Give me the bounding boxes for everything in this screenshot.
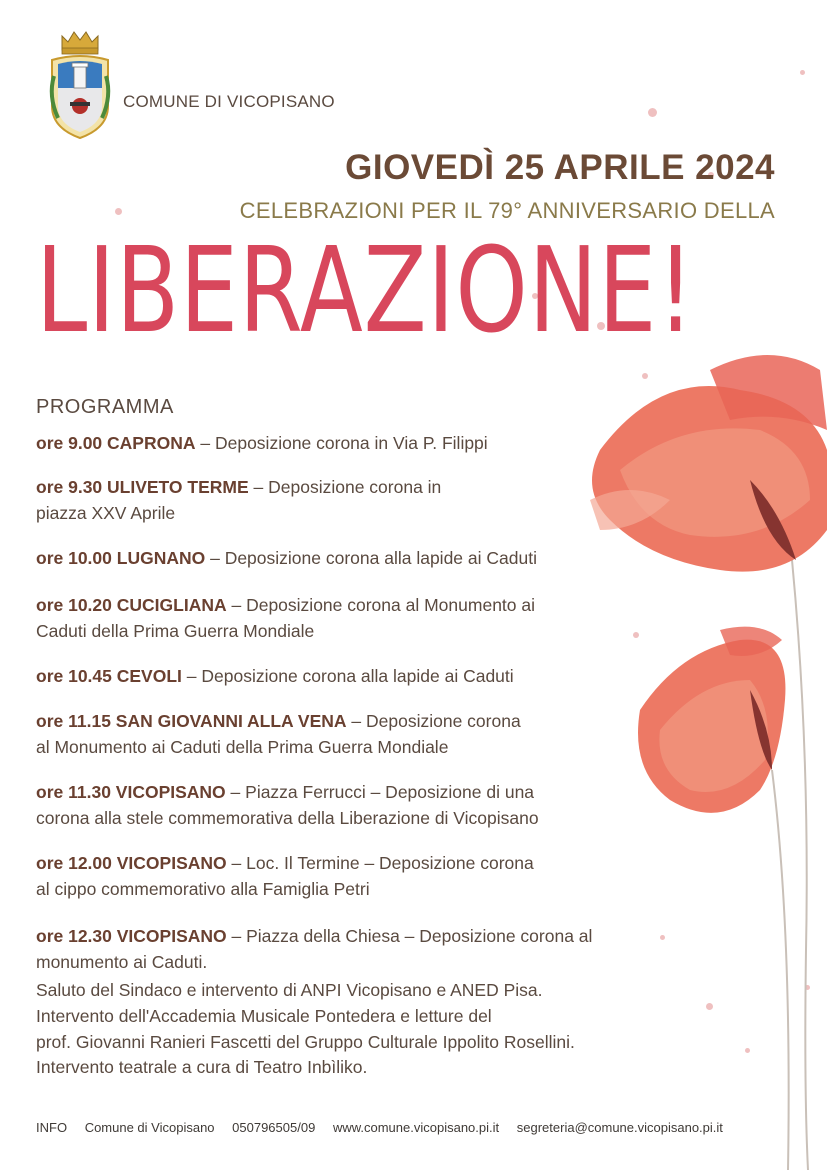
programme-item <box>36 923 592 975</box>
programme-item <box>36 663 514 689</box>
item-text: al cippo commemorativo alla Famiglia Petri <box>36 879 370 899</box>
note-line: prof. Giovanni Ranieri Fascetti del Gruppo Culturale Ippolito Rosellini. <box>36 1031 575 1052</box>
item-text: Caduti della Prima Guerra Mondiale <box>36 621 315 641</box>
headline: LIBERAZIONE! <box>36 221 695 359</box>
municipal-crest-icon <box>44 26 116 142</box>
item-text: – Deposizione corona in <box>253 477 442 497</box>
item-text: – Deposizione corona <box>351 711 521 731</box>
item-time: ore 10.00 LUGNANO <box>36 548 206 568</box>
item-text: – Deposizione corona in Via P. Filippi <box>200 433 488 453</box>
item-text: piazza XXV Aprile <box>36 503 176 523</box>
item-text: – Piazza Ferrucci – Deposizione di una <box>230 782 535 802</box>
paint-dot <box>800 70 805 75</box>
item-time: ore 9.30 ULIVETO TERME <box>36 477 249 497</box>
programme-item <box>36 545 537 571</box>
item-text: – Deposizione corona alla lapide ai Caduti <box>186 666 514 686</box>
programme-notes <box>36 978 575 1081</box>
note-line: Intervento teatrale a cura di Teatro Inbìliko. <box>36 1057 368 1078</box>
event-subtitle: CELEBRAZIONI PER IL 79° ANNIVERSARIO DELLA <box>239 198 775 223</box>
footer-phone: 050796505/09 <box>232 1120 316 1135</box>
paint-dot <box>115 208 122 215</box>
footer-website-link[interactable]: www.comune.vicopisano.pi.it <box>332 1120 500 1135</box>
item-text: – Loc. Il Termine – Deposizione corona <box>231 853 534 873</box>
note-line: Saluto del Sindaco e intervento di ANPI Vicopisano e ANED Pisa. <box>36 980 543 1000</box>
note-line: Intervento dell'Accademia Musicale Pontedera e letture del <box>36 1005 492 1026</box>
footer-info <box>36 1120 723 1135</box>
item-text: al Monumento ai Caduti della Prima Guerra Mondiale <box>36 737 449 757</box>
item-time: ore 10.45 CEVOLI <box>36 666 182 686</box>
programme-item <box>36 708 521 760</box>
item-time: ore 9.00 CAPRONA <box>36 433 196 453</box>
item-time: ore 10.20 CUCIGLIANA <box>36 595 227 615</box>
municipality-name: COMUNE DI VICOPISANO <box>123 92 335 111</box>
item-text: monumento ai Caduti. <box>36 952 208 972</box>
poppy-illustration <box>560 330 827 1170</box>
footer-email-link[interactable]: segreteria@comune.vicopisano.pi.it <box>516 1120 723 1135</box>
programme-item <box>36 592 535 644</box>
item-time: ore 11.30 VICOPISANO <box>36 782 226 802</box>
footer-org: Comune di Vicopisano <box>84 1120 215 1135</box>
programme-item <box>36 779 539 831</box>
item-time: ore 11.15 SAN GIOVANNI ALLA VENA <box>36 711 347 731</box>
programme-title: PROGRAMMA <box>36 396 174 418</box>
programme-item <box>36 850 534 902</box>
programme-item <box>36 430 488 456</box>
item-time: ore 12.30 VICOPISANO <box>36 926 227 946</box>
programme-item <box>36 474 441 526</box>
item-time: ore 12.00 VICOPISANO <box>36 853 227 873</box>
event-date: GIOVEDÌ 25 APRILE 2024 <box>345 148 775 187</box>
paint-dot <box>648 108 657 117</box>
footer-label: INFO <box>36 1120 68 1135</box>
item-text: – Piazza della Chiesa – Deposizione corona al <box>231 926 593 946</box>
item-text: – Deposizione corona alla lapide ai Caduti <box>210 548 537 568</box>
item-text: corona alla stele commemorativa della Liberazione di Vicopisano <box>36 808 539 828</box>
item-text: – Deposizione corona al Monumento ai <box>231 595 535 615</box>
